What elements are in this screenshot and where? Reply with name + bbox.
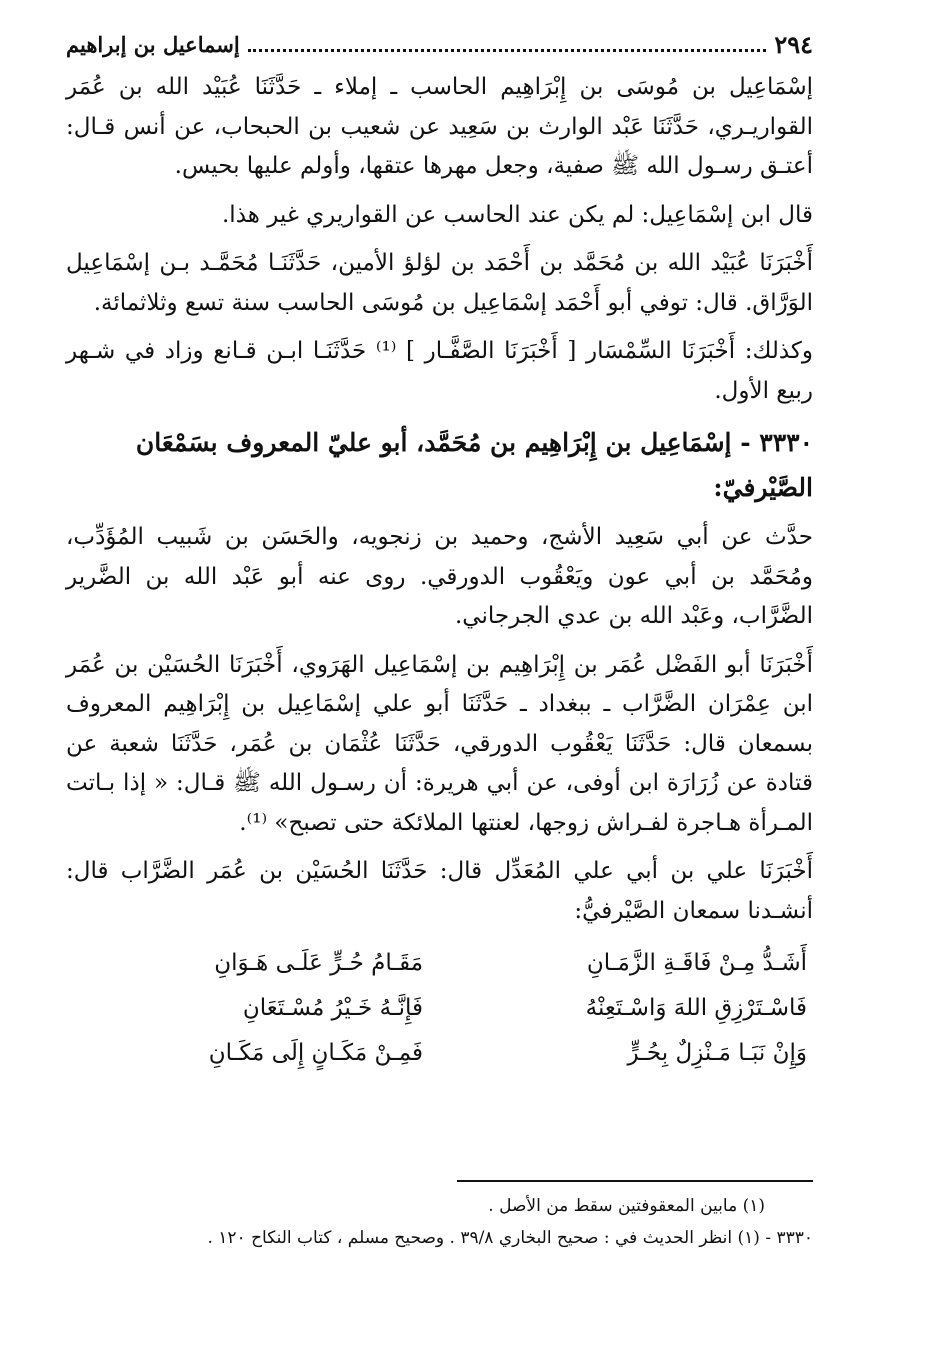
paragraph: أَخْبَرَنَا علي بن أبي علي المُعَدِّل قال: حَدَّثَنَا الحُسَيْن بن عُمَر الضَّرَّاب قال: أنشـدنا سمعان الصَّيْرفيُّ: (66, 858, 813, 924)
running-title: إسماعيل بن إبراهيم (66, 31, 240, 57)
page-number: ٢٩٤ (774, 29, 813, 59)
entry-heading: ٣٣٣٠ - إسْمَاعِيل بن إِبْرَاهِيم بن مُحَمَّد، أبو عليّ المعروف بسَمْعَان الصَّيْرفيّ: (135, 428, 813, 502)
footnote: ٣٣٣٠ - (١) انظر الحديث في : صحيح البخاري ٣٩/٨ . وصحيح مسلم ، كتاب النكاح ١٢٠ . (207, 1228, 813, 1248)
verse-first-hemistich: فَاسْـتَرْزِقِ اللهَ وَاسْـتَعِنْهُ (585, 995, 807, 1021)
verse-second-hemistich: فَمِـنْ مَكَـانٍ إِلَى مَكَـانِ (208, 1040, 424, 1066)
poem-verse (66, 1031, 813, 1076)
poem-verse (66, 941, 813, 986)
footnotes (66, 1180, 813, 1254)
footnote: (١) مابين المعقوفتين سقط من الأصل . (488, 1196, 765, 1216)
header-dotted-leader (248, 49, 767, 52)
page-header (66, 22, 813, 66)
verse-second-hemistich: مَقَـامُ حُـرٍّ عَلَـى هَـوَانِ (214, 950, 424, 976)
verse-second-hemistich: فَإِنَّـهُ خَـيْرُ مُسْـتَعَانِ (242, 995, 424, 1021)
poem-verse (66, 986, 813, 1031)
paragraph: أَخْبَرَنَا أبو الفَضْل عُمَر بن إِبْرَاهِيم بن إسْمَاعِيل الهَرَوي، أَخْبَرَنَا الحُسَيْن بن عُمَر ابن عِمْرَان الضَّرَّاب ـ ببغداد ـ حَدَّثَنَا أبو علي إسْمَاعِيل بن إِبْرَاهِيم المعروف بسمعان قال: حَدَّثَنَا يَعْقُوب الدورقي، حَدَّثَنَا عُثْمَان بن عُمَر، حَدَّثَنَا شعبة عن قتادة عن زُرَارَة ابن أوفى، عن أبي هريرة: أن رسـول الله ﷺ قـال: « إذا بـاتت المـرأة هـاجرة لفـراش زوجها، لعنتها الملائكة حتى تصبح» ⁽¹⁾. (66, 651, 813, 836)
page-body (66, 68, 813, 1076)
paragraph: حدَّث عن أبي سَعِيد الأشج، وحميد بن زنجويه، والحَسَن بن شَبيب المُؤَدِّب، ومُحَمَّد بن أبي عون ويَعْقُوب الدورقي. روى عنه أبو عَبْد الله بن الضَّرير الضَّرَّاب، وعَبْد الله بن عدي الجرجاني. (66, 524, 813, 629)
footnote-rule (457, 1180, 813, 1182)
verse-first-hemistich: وَإِنْ نَبَـا مَـنْزِلٌ بِحُـرٍّ (627, 1040, 807, 1066)
paragraph: وكذلك: أَخْبَرَنَا السِّمْسَار [ أَخْبَرَنَا الصَّفَّـار ] ⁽¹⁾ حَدَّثَنَـا ابـن قـانع وزاد في شـهر ربيع الأول. (66, 338, 813, 404)
poem (66, 941, 813, 1076)
paragraph: أَخْبَرَنَا عُبَيْد الله بن مُحَمَّد بن أَحْمَد بن لؤلؤ الأمين، حَدَّثَنَـا مُحَمَّـد بـن إسْمَاعِيل الوَرَّاق. قال: توفي أبو أَحْمَد إسْمَاعِيل بن مُوسَى الحاسب سنة تسع وثلاثمائة. (66, 250, 813, 316)
verse-first-hemistich: أَشَـدُّ مِـنْ فَاقَـةِ الزَّمَـانِ (586, 950, 807, 976)
paragraph: قال ابن إسْمَاعِيل: لم يكن عند الحاسب عن القواريري غير هذا. (222, 201, 813, 228)
paragraph: إسْمَاعِيل بن مُوسَى بن إِبْرَاهِيم الحاسب ـ إملاء ـ حَدَّثَنَا عُبَيْد الله بن عُمَر القواريـري، حَدَّثَنَا عَبْد الوارث بن سَعِيد عن شعيب بن الحبحاب، عن أنس قـال: أعتـق رسـول الله ﷺ صفية، وجعل مهرها عتقها، وأولم عليها بحيس. (66, 74, 813, 179)
